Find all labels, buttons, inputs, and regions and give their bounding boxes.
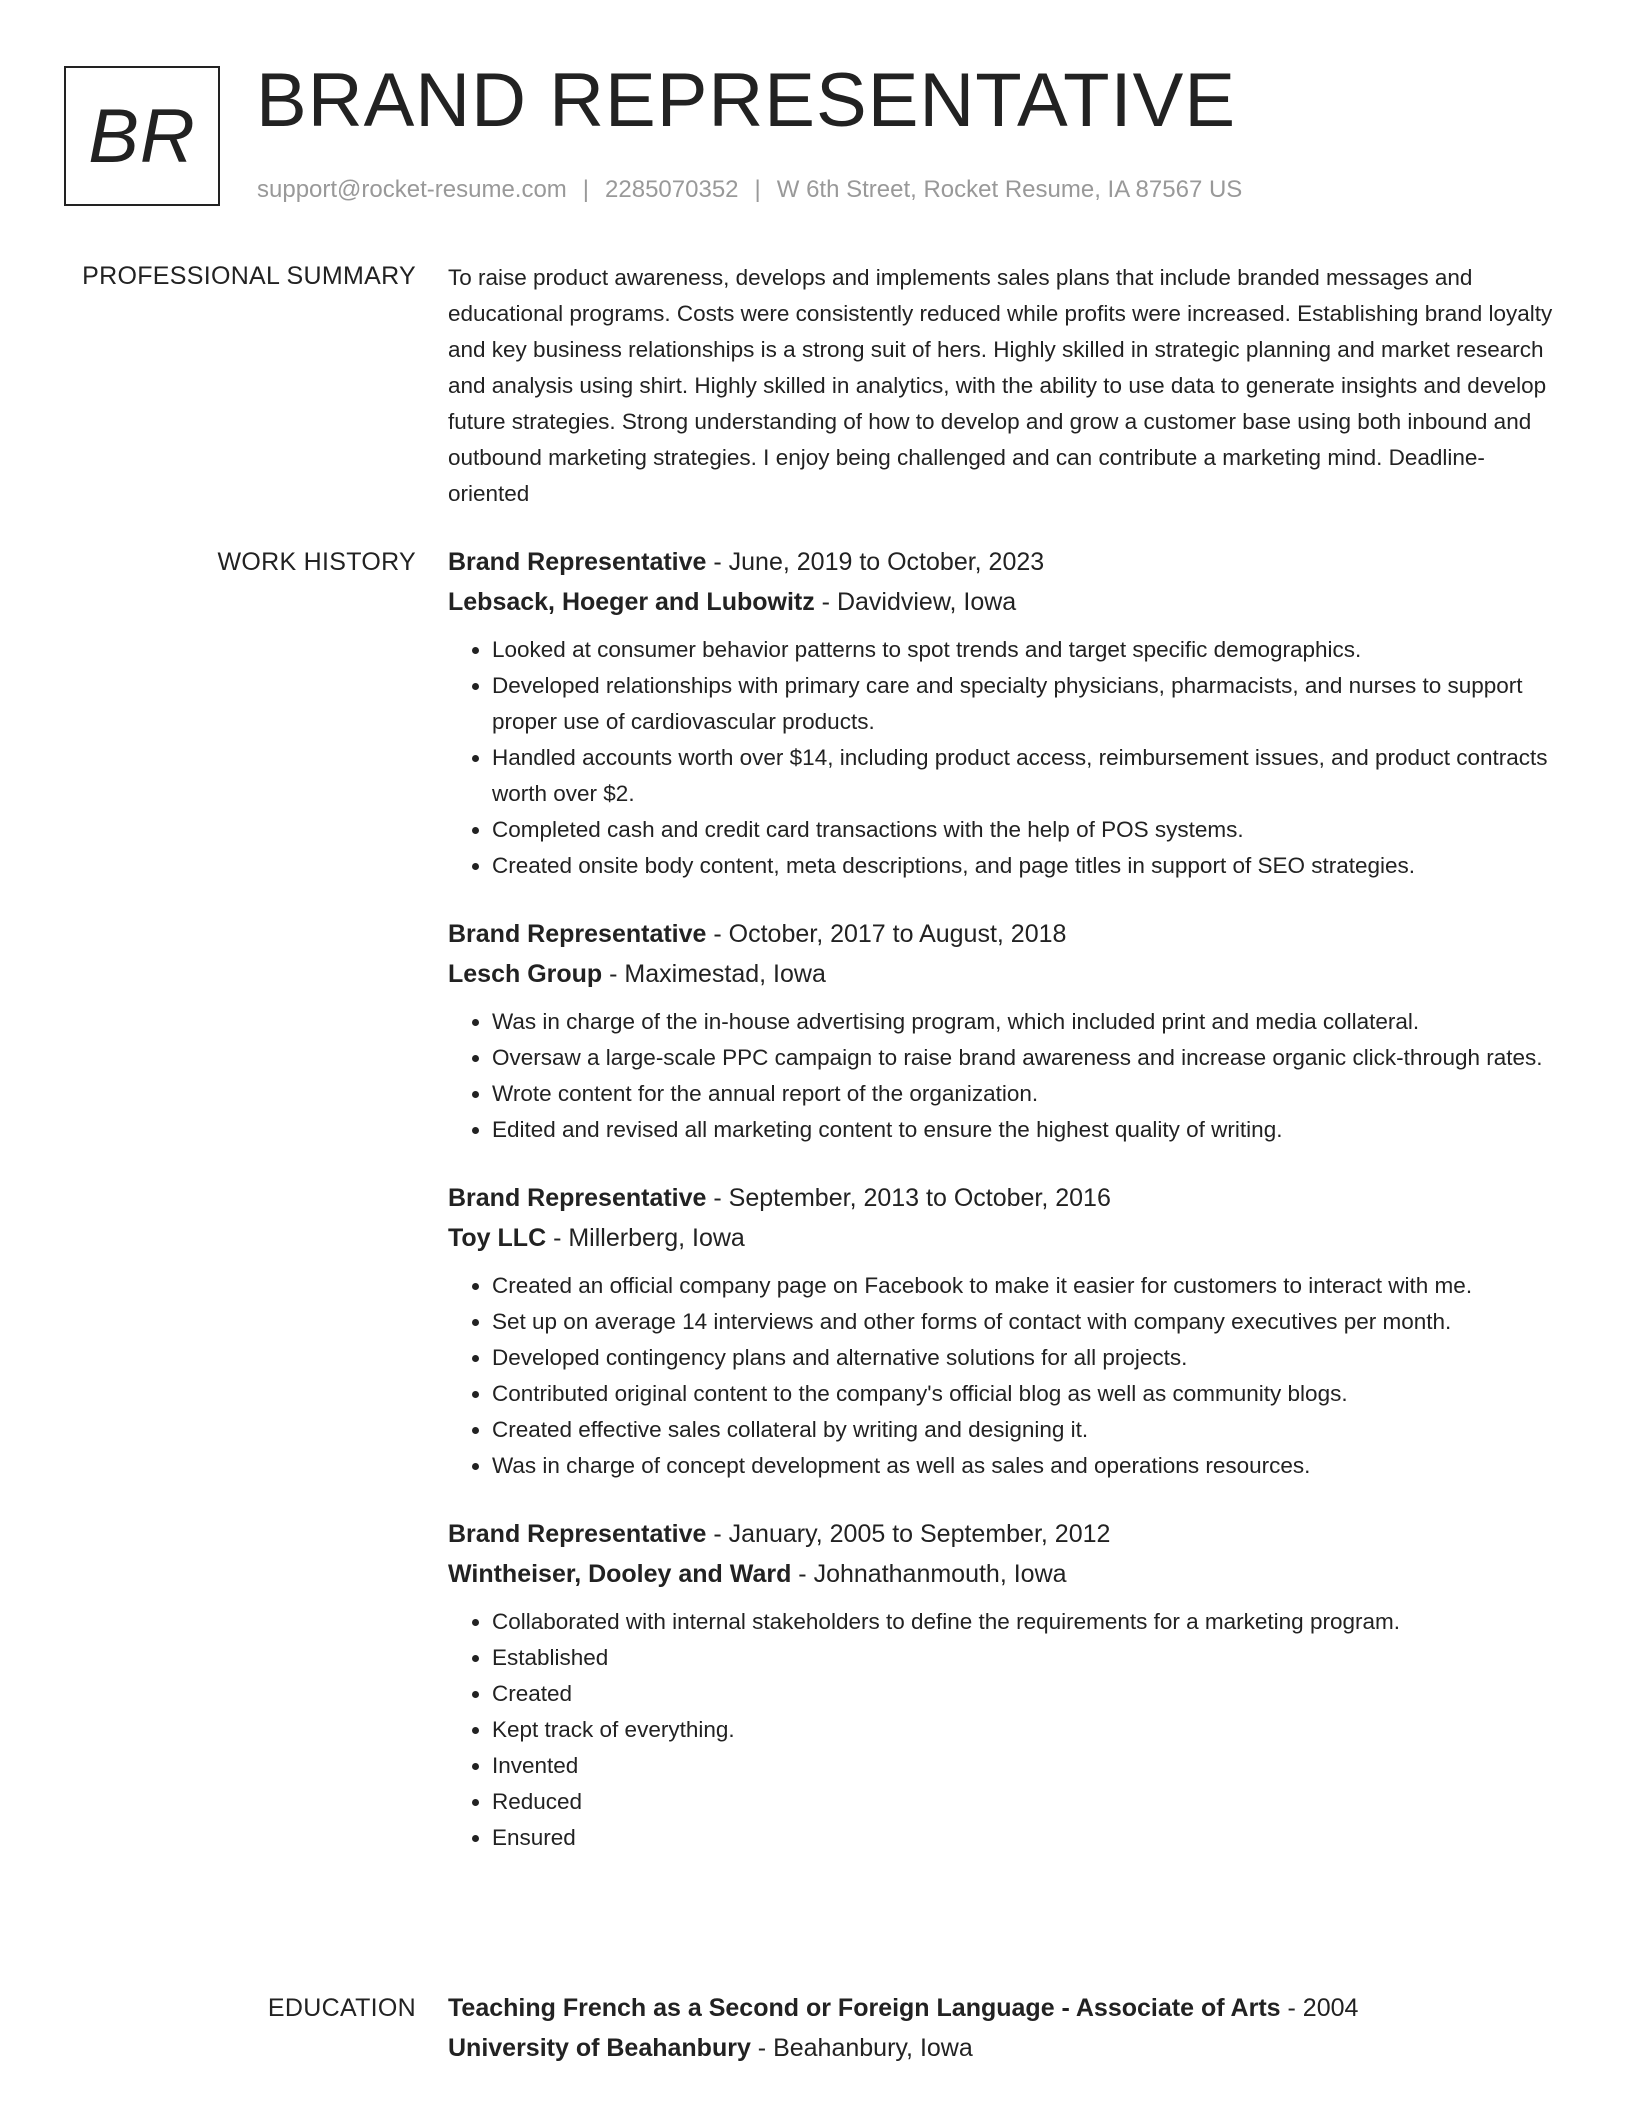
work-history-heading: WORK HISTORY: [217, 548, 416, 576]
job-bullet: • Reduced: [492, 1784, 1560, 1820]
job-entry: [448, 542, 1560, 884]
job-dates: - January, 2005 to September, 2012: [706, 1520, 1111, 1548]
contact-address: W 6th Street, Rocket Resume, IA 87567 US: [776, 176, 1243, 203]
job-bullet: • Created: [492, 1676, 1560, 1712]
job-title: Brand Representative: [448, 548, 707, 576]
job-bullet: • Created onsite body content, meta descriptions, and page titles in support of SEO strategies.: [492, 848, 1560, 884]
job-bullets: [448, 1604, 1560, 1856]
job-company-line: [448, 954, 1560, 994]
job-bullet: • Invented: [492, 1748, 1560, 1784]
resume-title: BRAND REPRESENTATIVE: [256, 58, 1237, 143]
education-heading: EDUCATION: [267, 1994, 416, 2022]
job-bullet: • Set up on average 14 interviews and other forms of contact with company executives per month.: [492, 1304, 1560, 1340]
job-company: Toy LLC: [448, 1224, 547, 1252]
education-school-line: [448, 2028, 1560, 2068]
job-title-line: [448, 914, 1560, 954]
job-bullet: • Developed contingency plans and alternative solutions for all projects.: [492, 1340, 1560, 1376]
job-title: Brand Representative: [448, 1520, 707, 1548]
job-dates: - September, 2013 to October, 2016: [706, 1184, 1111, 1212]
job-company-line: [448, 1554, 1560, 1594]
job-location: - Millerberg, Iowa: [546, 1224, 745, 1252]
contact-line: [257, 174, 1242, 206]
job-title: Brand Representative: [448, 920, 707, 948]
job-company-line: [448, 582, 1560, 622]
job-company: Wintheiser, Dooley and Ward: [448, 1560, 792, 1588]
job-bullet: • Edited and revised all marketing content to ensure the highest quality of writing.: [492, 1112, 1560, 1148]
job-bullet: • Contributed original content to the company's official blog as well as community blogs.: [492, 1376, 1560, 1412]
education-year: - 2004: [1280, 1994, 1359, 2022]
job-bullet: • Created effective sales collateral by writing and designing it.: [492, 1412, 1560, 1448]
job-dates: - June, 2019 to October, 2023: [706, 548, 1045, 576]
job-title-line: [448, 542, 1560, 582]
job-company-line: [448, 1218, 1560, 1258]
job-location: - Johnathanmouth, Iowa: [791, 1560, 1067, 1588]
job-bullet: • Wrote content for the annual report of the organization.: [492, 1076, 1560, 1112]
job-location: - Davidview, Iowa: [814, 588, 1017, 616]
contact-phone: 2285070352: [605, 176, 739, 203]
education-location: - Beahanbury, Iowa: [750, 2034, 973, 2062]
job-bullet: • Looked at consumer behavior patterns to spot trends and target specific demographics.: [492, 632, 1560, 668]
job-bullet: • Was in charge of the in-house advertising program, which included print and media collateral.: [492, 1004, 1560, 1040]
job-entry: [448, 914, 1560, 1148]
job-bullet: • Established: [492, 1640, 1560, 1676]
contact-email: support@rocket-resume.com: [257, 176, 567, 203]
job-bullet: • Completed cash and credit card transactions with the help of POS systems.: [492, 812, 1560, 848]
monogram-initials: BR: [88, 93, 196, 179]
job-bullets: [448, 632, 1560, 884]
education-school: University of Beahanbury: [448, 2034, 751, 2062]
job-bullet: • Ensured: [492, 1820, 1560, 1856]
job-bullets: [448, 1004, 1560, 1148]
education-degree: Teaching French as a Second or Foreign Language - Associate of Arts: [448, 1994, 1281, 2022]
job-entry: [448, 1178, 1560, 1484]
job-bullet: • Oversaw a large-scale PPC campaign to raise brand awareness and increase organic click-through rates.: [492, 1040, 1560, 1076]
job-bullet: • Created an official company page on Facebook to make it easier for customers to interact with me.: [492, 1268, 1560, 1304]
summary-text: To raise product awareness, develops and implements sales plans that include branded messages and educational programs. Costs were consistently reduced while profits were increased. Establishing brand loyalty and key business relationships is a strong suit of hers. Highly skilled in strategic planning and market research and analysis using shirt. Highly skilled in analytics, with the ability to use data to generate insights and develop future strategies. Strong understanding of how to develop and grow a customer base using both inbound and outbound marketing strategies. I enjoy being challenged and can contribute a marketing mind. Deadline-oriented: [448, 265, 1553, 506]
job-company: Lesch Group: [448, 960, 603, 988]
job-dates: - October, 2017 to August, 2018: [706, 920, 1067, 948]
job-title-line: [448, 1514, 1560, 1554]
contact-separator: |: [582, 176, 590, 203]
education-degree-line: [448, 1988, 1560, 2028]
job-bullet: • Was in charge of concept development as well as sales and operations resources.: [492, 1448, 1560, 1484]
job-bullet: • Kept track of everything.: [492, 1712, 1560, 1748]
job-bullet: • Handled accounts worth over $14, including product access, reimbursement issues, and product contracts worth over $2.: [492, 740, 1560, 812]
job-location: - Maximestad, Iowa: [602, 960, 826, 988]
job-title-line: [448, 1178, 1560, 1218]
job-bullet: • Developed relationships with primary care and specialty physicians, pharmacists, and nurses to support proper use of cardiovascular products.: [492, 668, 1560, 740]
contact-separator: |: [754, 176, 761, 203]
monogram-box: [64, 66, 220, 206]
summary-heading: PROFESSIONAL SUMMARY: [82, 262, 416, 290]
job-title: Brand Representative: [448, 1184, 707, 1212]
job-entry: [448, 1514, 1560, 1856]
job-bullets: [448, 1268, 1560, 1484]
job-bullet: • Collaborated with internal stakeholders to define the requirements for a marketing program.: [492, 1604, 1560, 1640]
job-company: Lebsack, Hoeger and Lubowitz: [448, 588, 815, 616]
